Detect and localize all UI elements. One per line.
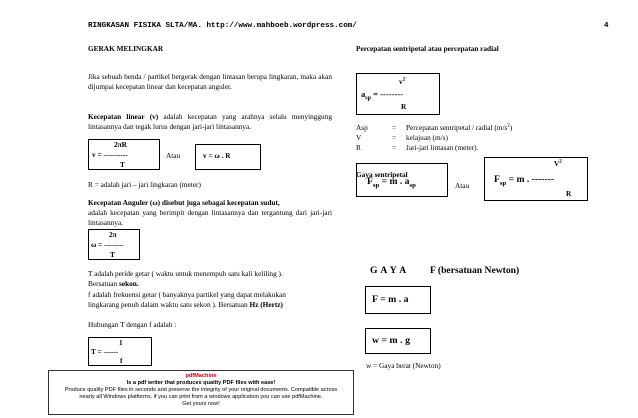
formula-numerator: 2π	[109, 230, 117, 239]
definition-equals: =	[392, 123, 397, 132]
angular-velocity-term: Kecepatan Anguler (ω) disebut juga sebagai kecepatan sudut,	[88, 198, 280, 207]
definition-symbol: V	[356, 133, 362, 142]
formula-lhs	[361, 89, 404, 102]
linear-velocity-paragraph	[88, 112, 332, 132]
angular-velocity-text: adalah kecepatan yang berimpit dengan lintasannya dan tergantung dari jari-jari lintasannya.	[88, 208, 332, 228]
formula-numerator-exponent: 2	[559, 158, 562, 165]
formula-v-omega-r: v = ω . R	[203, 151, 231, 160]
formula-denominator: T	[110, 250, 115, 259]
gaya-unit: F (bersatuan Newton)	[430, 265, 520, 276]
formula-f-ma: F = m . a	[372, 294, 409, 305]
frequency-unit	[88, 300, 283, 310]
intro-paragraph: Jika sebuah benda / partikel bergerak dengan lintasan berupa lingkaran, maka akan dijumpai kecepatan linear dan kecepatan anguler.	[88, 72, 332, 92]
formula-numerator-symbol: v	[399, 77, 403, 86]
r-definition: R = adalah jari – jari lingkaran (meter)	[88, 180, 201, 189]
formula-numerator	[399, 77, 405, 87]
period-unit-value: sekon.	[119, 279, 139, 288]
formula-symbol: F	[367, 176, 373, 187]
formula-lhs: T = ------	[91, 347, 119, 356]
formula-subscript: sp	[499, 179, 507, 187]
atau-label: Atau	[455, 181, 470, 190]
formula-symbol: F	[494, 174, 500, 185]
linear-velocity-text: adalah kecepatan yang arahnya selalu menyinggung lintasannya dan tegak lurus dengan jari-jari lintasannya.	[88, 112, 333, 132]
section-heading-gerak-melingkar: GERAK MELINGKAR	[88, 44, 164, 53]
definition-description: kelajuan (m/s)	[406, 133, 448, 142]
formula-denominator: T	[120, 160, 125, 169]
atau-label: Atau	[166, 151, 181, 160]
definition-equals: =	[392, 143, 397, 152]
formula-w-mg: w = m . g	[372, 335, 410, 346]
definition-row	[356, 123, 512, 133]
definition-symbol: R	[356, 143, 361, 152]
formula-force-ma	[367, 176, 416, 187]
t-f-relation: Hubungan T dengan f adalah :	[88, 320, 177, 329]
section-heading-centripetal-acceleration: Percepatan sentripetal atau percepatan radial	[356, 44, 499, 53]
definition-description: Jari-jari lintasan (meter).	[406, 143, 479, 152]
period-unit	[88, 279, 139, 289]
formula-subscript: sp	[365, 95, 371, 102]
formula-rhs: = m . -------	[506, 174, 555, 185]
frequency-definition: f adalah frekuensi getar ( banyaknya partikel yang dapat melakukan	[88, 290, 286, 299]
pdfmachine-brand: pdfMachine	[185, 373, 217, 379]
running-header: RINGKASAN FISIKA SLTA/MA. http://www.mahboeb.wordpress.com/	[88, 22, 357, 30]
linear-velocity-term: Kecepatan linear (v)	[88, 112, 159, 121]
formula-numerator	[554, 159, 562, 169]
formula-numerator-exponent: 2	[402, 76, 406, 83]
definition-tail: )	[509, 123, 513, 132]
weight-definition: w = Gaya berat (Newton)	[366, 361, 441, 370]
formula-denominator: f	[120, 356, 123, 365]
banner-line: Produce quality PDF files in seconds and preserve the integrity of your original documents. Compatible across	[64, 387, 338, 393]
formula-numerator: 2πR	[114, 140, 127, 149]
page-number: 4	[604, 22, 609, 30]
period-definition: T adalah peride getar ( waktu untuk menempuh satu kali keliling ).	[88, 269, 283, 278]
formula-rhs: = m . a	[379, 176, 410, 187]
get-yours-now-link[interactable]: Get yours now!	[182, 401, 220, 407]
formula-numerator: 1	[119, 338, 123, 347]
definition-exponent: 2	[507, 122, 510, 129]
formula-lhs: v = ----------	[92, 150, 128, 159]
section-heading-centripetal-force: Gaya sentripetal	[356, 170, 408, 179]
definition-symbol: Asp	[356, 123, 368, 132]
formula-lhs	[494, 174, 554, 185]
formula-lhs: ω = --------	[91, 240, 124, 249]
formula-denominator: R	[401, 102, 407, 111]
definition-row	[356, 143, 478, 153]
definition-row	[356, 133, 448, 143]
banner-line: Is a pdf writer that produces quality PDF files with ease!	[126, 380, 276, 386]
definition-description: Percepatan sentripetal / radial (m/s	[406, 123, 508, 132]
frequency-unit-label: lingkarang penuh dalam waktu satu sekon ). Bersatuan	[88, 300, 250, 309]
formula-numerator-symbol: V	[554, 159, 560, 168]
frequency-unit-value: Hz (Hertz)	[249, 300, 283, 309]
banner-line: nearly all Windows platforms, if you can print from a windows application you can use pdfMachine.	[79, 394, 323, 400]
formula-lhs-rest: = --------	[370, 89, 404, 99]
formula-subscript: sp	[372, 181, 380, 189]
formula-symbol: a	[361, 89, 366, 99]
gaya-heading: G A Y A	[370, 265, 407, 276]
period-unit-label: Bersatuan	[88, 279, 120, 288]
pdfmachine-banner[interactable]	[48, 370, 354, 415]
formula-subscript: sp	[409, 181, 416, 189]
definition-equals: =	[392, 133, 397, 142]
formula-denominator: R	[566, 189, 572, 198]
